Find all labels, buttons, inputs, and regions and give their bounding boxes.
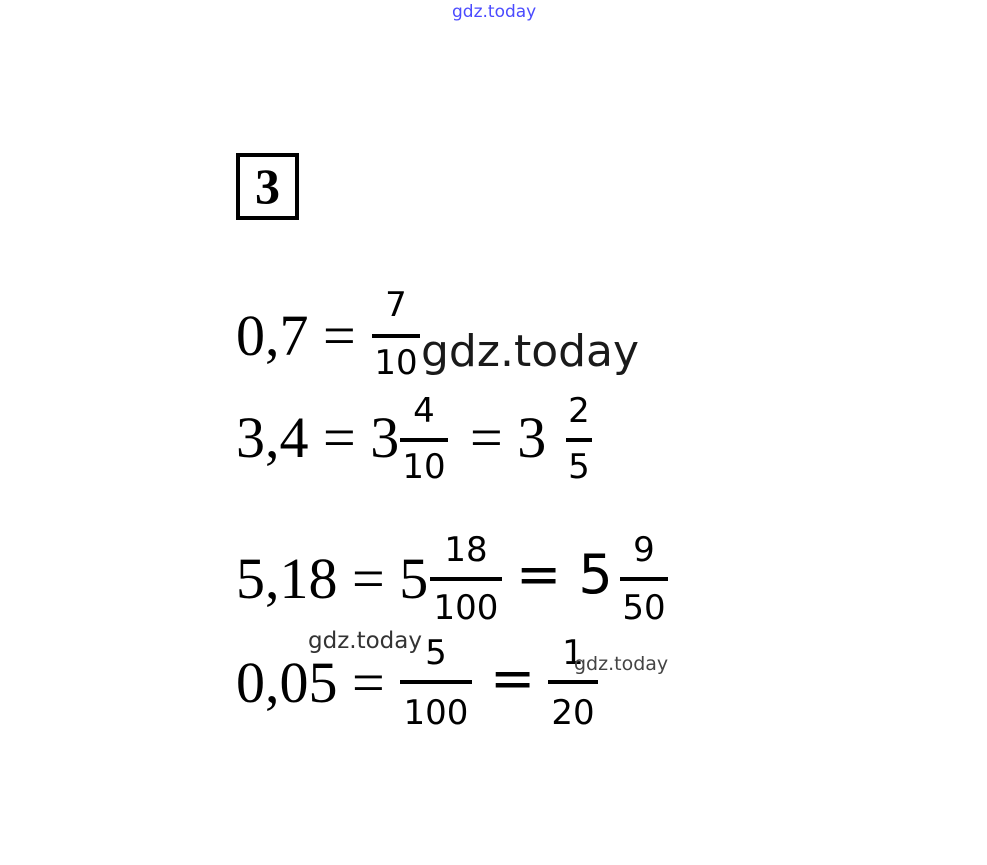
line-3-numerator-2: 9	[633, 530, 655, 570]
fraction-bar	[548, 680, 598, 684]
line-4-fraction-2	[548, 633, 598, 734]
line-4-mid: =	[490, 647, 536, 710]
line-3-denominator-1: 100	[433, 588, 499, 628]
line-2-denominator-1: 10	[402, 447, 446, 487]
line-3-mid: = 5	[516, 543, 613, 606]
line-3-lhs: 5,18 = 5	[236, 546, 429, 611]
watermark-2: gdz.today	[308, 628, 422, 654]
line-2-mid: = 3	[470, 405, 547, 470]
line-4-numerator-1: 5	[425, 633, 447, 673]
line-3-fraction-2	[620, 530, 668, 631]
line-4-numerator-2: 1	[562, 633, 584, 673]
line-1-numerator: 7	[385, 285, 407, 325]
line-2-lhs: 3,4 = 3	[236, 405, 400, 470]
fraction-bar	[566, 438, 592, 442]
task-number-box	[236, 153, 299, 220]
line-3-fraction-1	[430, 530, 502, 631]
line-2-fraction-2	[566, 391, 592, 490]
fraction-bar	[372, 334, 420, 338]
line-4-fraction-1	[400, 633, 472, 734]
line-4-denominator-2: 20	[551, 693, 595, 733]
line-2-denominator-2: 5	[568, 447, 590, 487]
line-3-numerator-1: 18	[444, 530, 488, 570]
fraction-bar	[620, 577, 668, 581]
watermark-top: gdz.today	[452, 2, 537, 22]
line-2-numerator-1: 4	[413, 391, 435, 431]
line-1-denominator: 10	[374, 343, 418, 383]
watermark-1: gdz.today	[421, 326, 640, 377]
line-2-fraction-1	[400, 391, 448, 490]
line-1-lhs: 0,7 =	[236, 303, 356, 368]
task-number: 3	[255, 158, 280, 214]
line-3-denominator-2: 50	[622, 588, 666, 628]
fraction-bar	[430, 577, 502, 581]
line-4-denominator-1: 100	[403, 693, 469, 733]
watermark-3: gdz.today	[574, 653, 669, 675]
line-4-lhs: 0,05 =	[236, 650, 385, 715]
line-1-fraction	[372, 285, 420, 386]
line-2-numerator-2: 2	[568, 391, 590, 431]
fraction-bar	[400, 438, 448, 442]
fraction-bar	[400, 680, 472, 684]
